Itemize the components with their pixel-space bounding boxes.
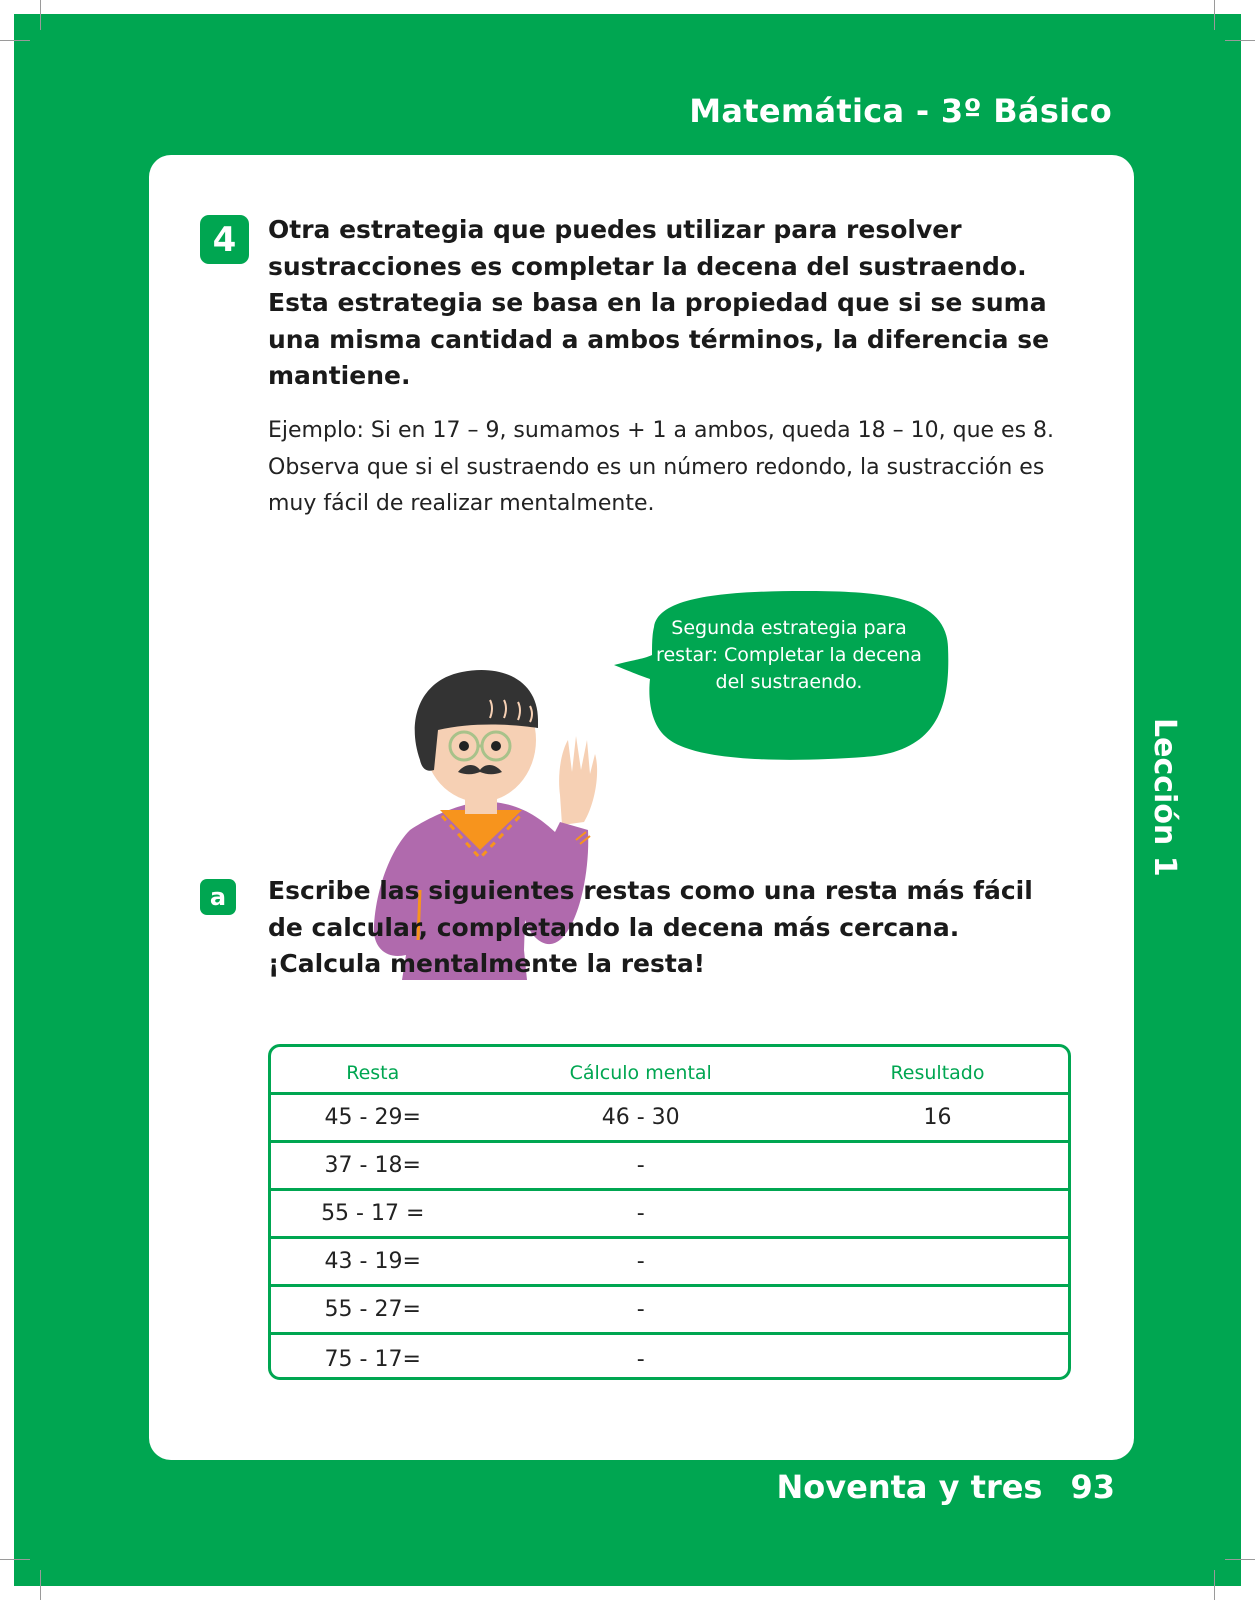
task-letter-badge: a (200, 879, 236, 915)
lesson-label: Lección 1 (1147, 718, 1182, 877)
cell-calculo[interactable]: - (636, 1346, 645, 1372)
table-row (271, 1239, 1068, 1287)
header-resultado: Resultado (890, 1061, 985, 1084)
cell-resultado[interactable] (807, 1335, 1068, 1380)
cell-resultado[interactable] (807, 1191, 1068, 1236)
crop-mark (40, 1570, 41, 1600)
activity-number-badge: 4 (200, 215, 249, 264)
cell-resta: 55 - 17 = (321, 1201, 425, 1226)
lesson-side-tab (1144, 718, 1184, 878)
page-number: 93 (1070, 1468, 1115, 1506)
cell-resultado[interactable] (807, 1143, 1068, 1188)
cell-resultado[interactable]: 16 (923, 1105, 952, 1130)
cell-calculo[interactable]: - (636, 1153, 645, 1178)
cell-resultado[interactable] (807, 1239, 1068, 1284)
page-footer (777, 1468, 1116, 1506)
page-header-title: Matemática - 3º Básico (689, 92, 1112, 130)
table-row (271, 1191, 1068, 1239)
task-instruction: Escribe las siguientes restas como una resta más fácil de calcular, completando la decena más cercana. ¡Calcula mentalmente la resta! (268, 876, 1033, 978)
cell-calculo[interactable]: - (636, 1249, 645, 1274)
page-number-words: Noventa y tres (776, 1468, 1043, 1506)
cell-resta: 75 - 17= (324, 1346, 421, 1372)
table-row (271, 1095, 1068, 1143)
crop-mark (1225, 40, 1255, 41)
cell-resta: 55 - 27= (324, 1297, 421, 1322)
table-row (271, 1287, 1068, 1335)
subtraction-table (268, 1044, 1071, 1380)
cell-calculo[interactable]: - (636, 1297, 645, 1322)
table-row (271, 1143, 1068, 1191)
activity-instruction: Otra estrategia que puedes utilizar para resolver sustracciones es completar la decena del sustraendo. Esta estrategia se basa en la propiedad que si se suma una misma cantidad a ambos términos, la diferencia se mantiene. (268, 215, 1050, 390)
cell-resta: 45 - 29= (324, 1105, 421, 1130)
cell-resultado[interactable] (807, 1287, 1068, 1332)
crop-mark (1214, 1570, 1215, 1600)
cell-resta: 43 - 19= (324, 1249, 421, 1274)
cell-calculo[interactable]: 46 - 30 (601, 1105, 680, 1130)
crop-mark (1214, 0, 1215, 30)
crop-mark (1225, 1559, 1255, 1560)
cell-resta: 37 - 18= (324, 1153, 421, 1178)
crop-mark (0, 1559, 30, 1560)
content-card (149, 155, 1134, 1460)
cell-calculo[interactable]: - (636, 1201, 645, 1226)
table-row (271, 1335, 1068, 1380)
crop-mark (40, 0, 41, 30)
crop-mark (0, 40, 30, 41)
example-text: Ejemplo: Si en 17 – 9, sumamos + 1 a ambos, queda 18 – 10, que es 8. Observa que si el sustraendo es un número redondo, la sustracción es muy fácil de realizar mentalmente. (268, 418, 1055, 516)
header-resta: Resta (346, 1061, 400, 1084)
speech-bubble-text: Segunda estrategia para restar: Completar la decena del sustraendo. (656, 617, 922, 693)
table-header (271, 1047, 1068, 1095)
header-calculo-mental: Cálculo mental (569, 1061, 712, 1084)
